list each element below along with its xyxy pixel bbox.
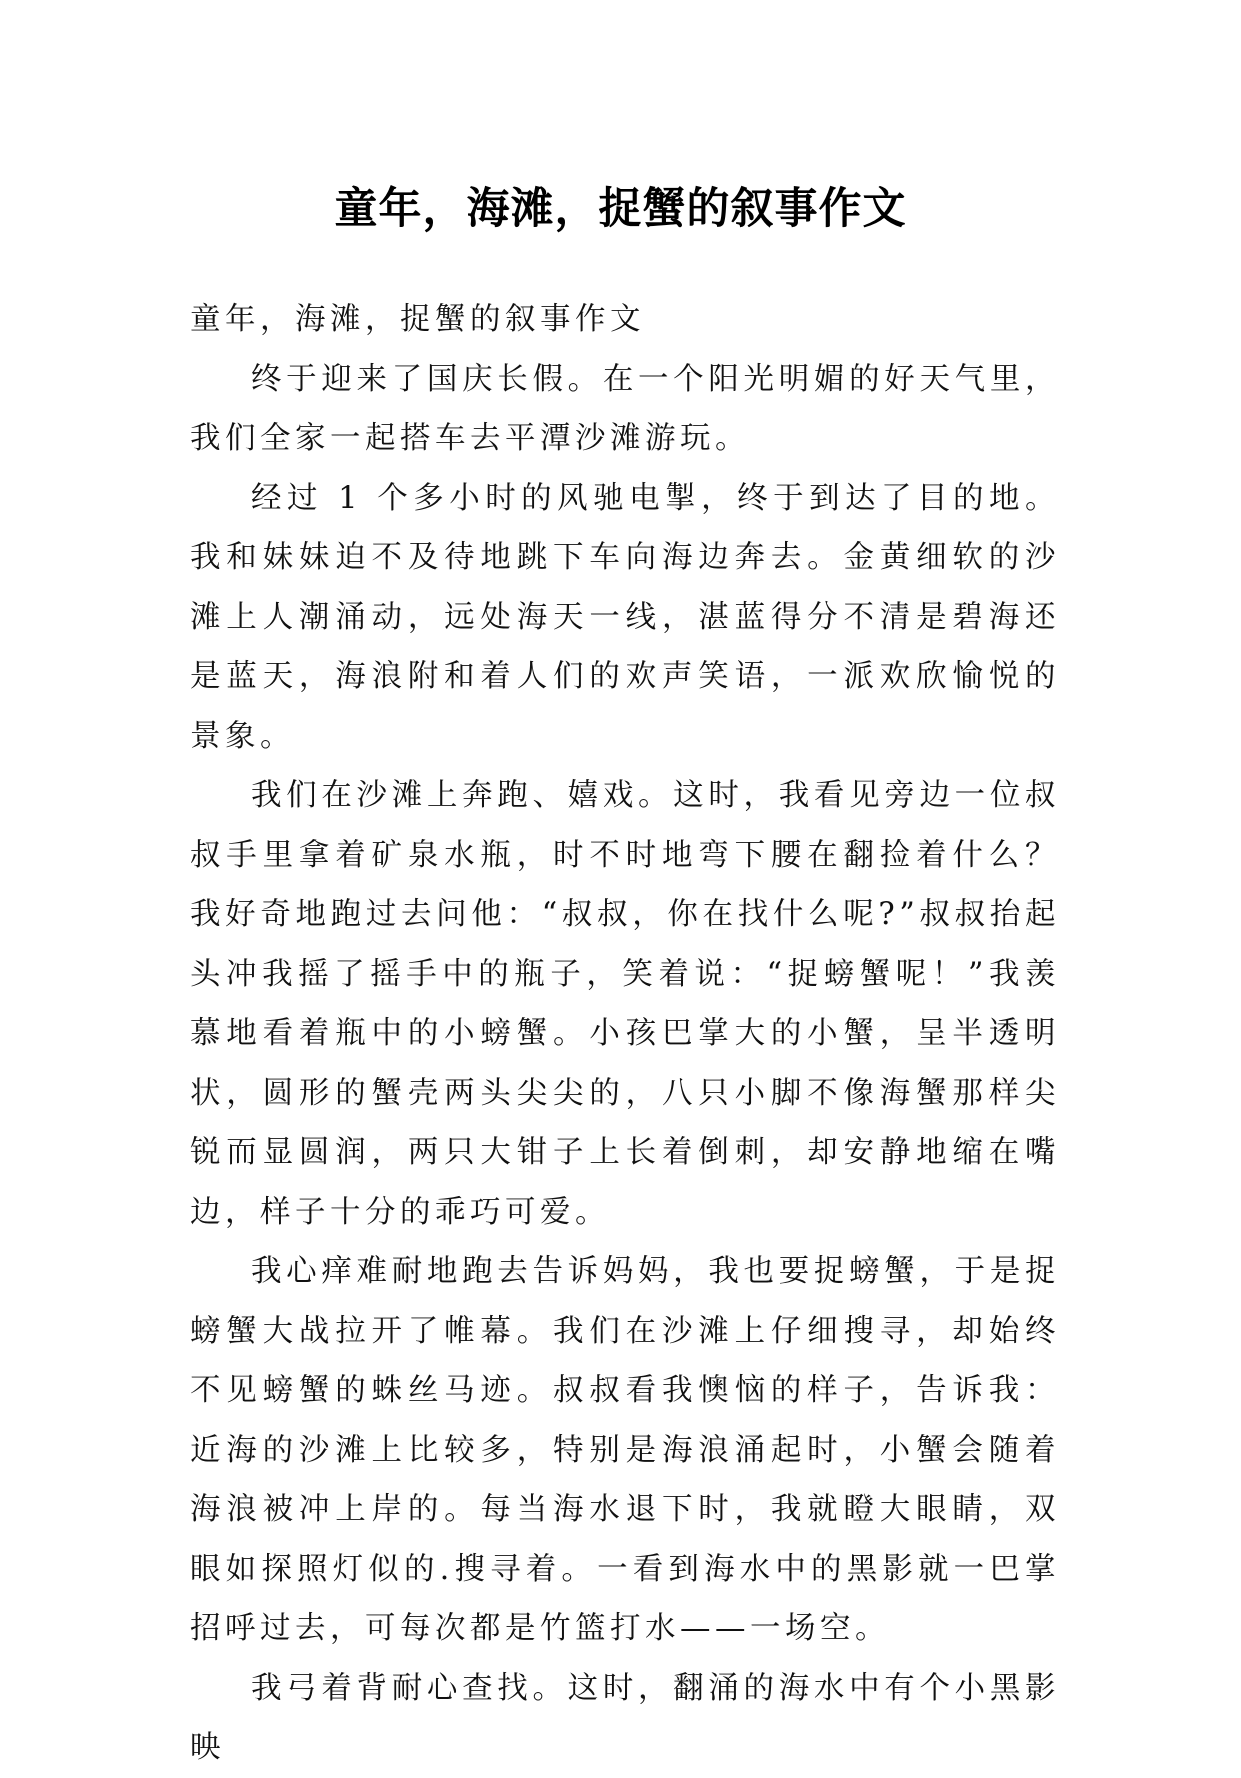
paragraph: 我心痒难耐地跑去告诉妈妈，我也要捉螃蟹，于是捉螃蟹大战拉开了帷幕。我们在沙滩上仔细搜寻，却始终不见螃蟹的蛛丝马迹。叔叔看我懊恼的样子，告诉我：近海的沙滩上比较多，特别是海浪涌起时，小蟹会随着海浪被冲上岸的。每当海水退下时，我就瞪大眼睛，双眼如探照灯似的.搜寻着。一看到海水中的黑影就一巴掌招呼过去，可每次都是竹篮打水——一场空。 — [190, 1254, 1060, 1646]
paragraph: 我弓着背耐心查找。这时，翻涌的海水中有个小黑影映 — [190, 1670, 1060, 1765]
paragraph: 我们在沙滩上奔跑、嬉戏。这时，我看见旁边一位叔叔手里拿着矿泉水瓶，时不时地弯下腰在翻捡着什么？我好奇地跑过去问他：“叔叔，你在找什么呢?”叔叔抬起头冲我摇了摇手中的瓶子，笑着说：“捉螃蟹呢！”我羡慕地看着瓶中的小螃蟹。小孩巴掌大的小蟹，呈半透明状，圆形的蟹壳两头尖尖的，八只小脚不像海蟹那样尖锐而显圆润，两只大钳子上长着倒刺，却安静地缩在嘴边，样子十分的乖巧可爱。 — [190, 778, 1060, 1230]
document-body — [190, 290, 1060, 1778]
document-subtitle: 童年，海滩，捉蟹的叙事作文 — [190, 302, 645, 337]
paragraph: 终于迎来了国庆长假。在一个阳光明媚的好天气里，我们全家一起搭车去平潭沙滩游玩。 — [190, 361, 1060, 456]
document-title: 童年，海滩，捉蟹的叙事作文 — [334, 183, 907, 234]
paragraph: 经过 1 个多小时的风驰电掣，终于到达了目的地。我和妹妹迫不及待地跳下车向海边奔去。金黄细软的沙滩上人潮涌动，远处海天一线，湛蓝得分不清是碧海还是蓝天，海浪附和着人们的欢声笑语，一派欢欣愉悦的景象。 — [190, 480, 1060, 754]
